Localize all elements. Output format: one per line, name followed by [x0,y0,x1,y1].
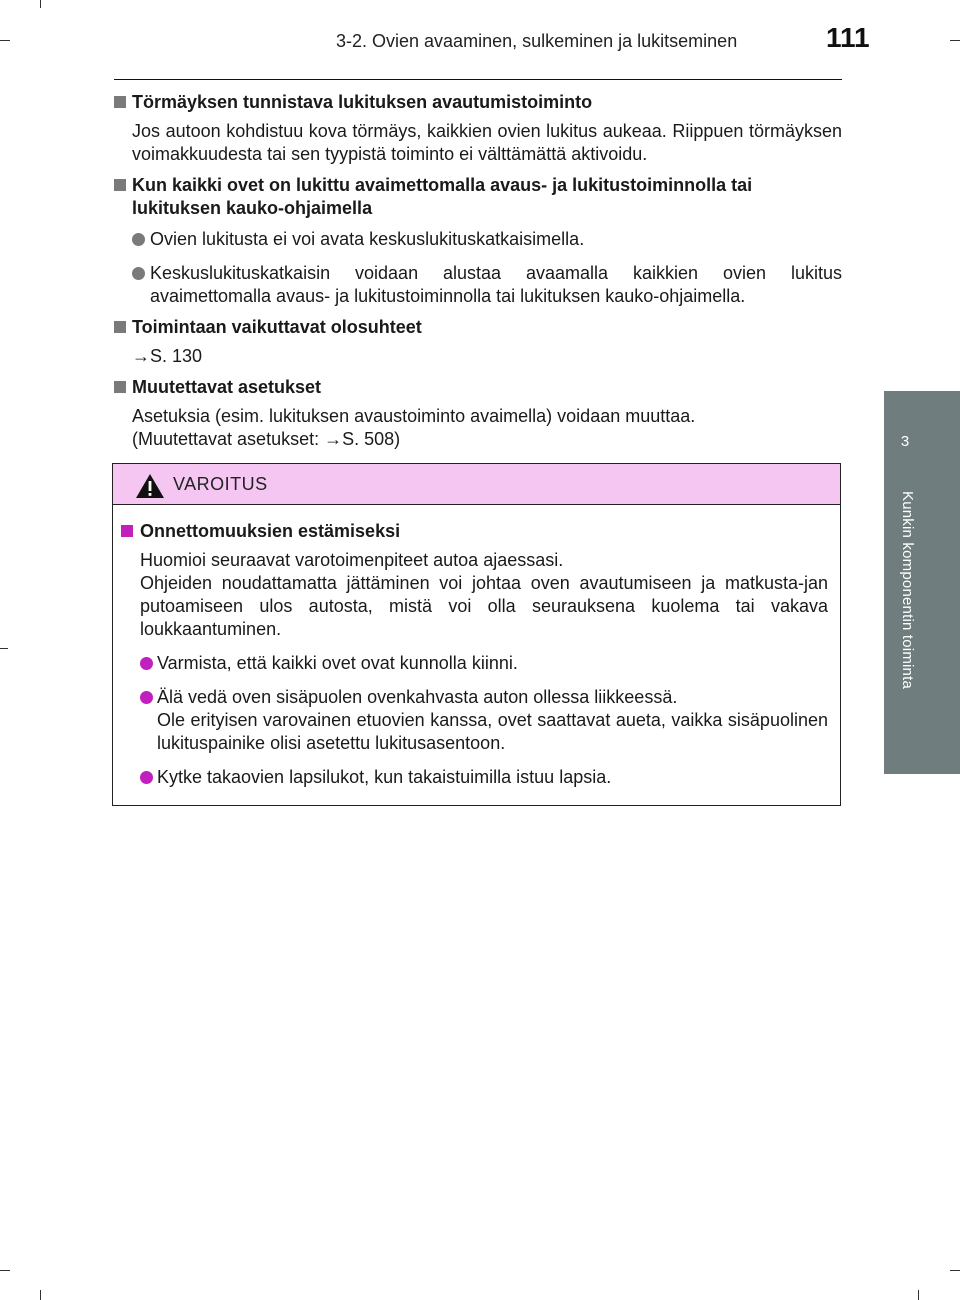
section-paragraph: Asetuksia (esim. lukituksen avaustoiminto avaimella) voidaan muuttaa. [132,406,696,426]
page-number: 111 [826,22,870,53]
crop-mark [0,40,10,41]
section-heading: Muutettavat asetukset [112,376,842,399]
crop-mark [918,1290,919,1300]
section-heading: Törmäyksen tunnistava lukituksen avautumistoiminto [112,91,842,114]
section-paragraph: Jos autoon kohdistuu kova törmäys, kaikkien ovien lukitus aukeaa. Riippuen törmäyksen voimakkuudesta tai sen tyypistä toiminto ei välttämättä aktivoidu. [132,121,842,164]
section-heading: Toimintaan vaikuttavat olosuhteet [112,316,842,339]
warning-triangle-icon [135,473,165,504]
list-item: Keskuslukituskatkaisin voidaan alustaa avaamalla kaikkien ovien lukitus avaimettomalla avaus- ja lukitustoiminnolla tai lukituksen kauko-ohjaimella. [112,262,842,308]
chapter-side-tab [884,391,960,774]
circle-bullet-icon [140,691,153,704]
crop-mark [950,1270,960,1271]
running-header: 3-2. Ovien avaaminen, sulkeminen ja lukitseminen [336,31,738,51]
crop-mark [0,1270,10,1271]
section-paragraph: (Muutettavat asetukset: →S. 508) [132,429,401,449]
warning-list-item: Kytke takaovien lapsilukot, kun takaistuimilla istuu lapsia. [113,766,828,789]
warning-header [113,464,840,505]
warning-list-item: Varmista, että kaikki ovet ovat kunnolla kiinni. [113,652,828,675]
square-bullet-icon [114,179,126,191]
warning-list-item-continuation: Ole erityisen varovainen etuovien kanssa, ovet saattavat aueta, vaikka sisäpuolinen lukituspainike olisi asetettu lukitusasentoon. [157,710,828,753]
list-item: Ovien lukitusta ei voi avata keskuslukituskatkaisimella. [112,228,842,251]
header-rule [114,79,842,80]
warning-title: VAROITUS [173,474,268,494]
warning-paragraph: Ohjeiden noudattamatta jättäminen voi johtaa oven avautumiseen ja matkusta-jan putoamiseen ulos autosta, mistä voi olla seurauksena kuolema tai vakava loukkaantuminen. [140,573,828,639]
square-bullet-icon [121,525,133,537]
crop-mark [0,648,8,649]
circle-bullet-icon [132,233,145,246]
section-heading: Kun kaikki ovet on lukittu avaimettomalla avaus- ja lukitustoiminnolla tai lukituksen kauko-ohjaimella [112,174,842,220]
circle-bullet-icon [132,267,145,280]
chapter-title: Kunkin komponentin toiminta [899,491,916,690]
circle-bullet-icon [140,657,153,670]
page-reference: →S. 130 [132,346,203,366]
warning-body [113,520,828,789]
page-content [112,91,842,451]
square-bullet-icon [114,381,126,393]
circle-bullet-icon [140,771,153,784]
warning-paragraph: Huomioi seuraavat varotoimenpiteet autoa ajaessasi. [140,550,564,570]
square-bullet-icon [114,321,126,333]
chapter-number: 3 [900,433,910,450]
square-bullet-icon [114,96,126,108]
warning-list-item: Älä vedä oven sisäpuolen ovenkahvasta auton ollessa liikkeessä. Ole erityisen varovainen etuovien kanssa, ovet saattavat aueta, vaikka sisäpuolinen lukituspainike olisi asetettu lukitusasentoon. [113,686,828,755]
warning-box [112,463,841,806]
crop-mark [950,40,960,41]
crop-mark [40,1290,41,1300]
warning-heading: Onnettomuuksien estämiseksi [113,520,828,543]
crop-mark [40,0,41,8]
